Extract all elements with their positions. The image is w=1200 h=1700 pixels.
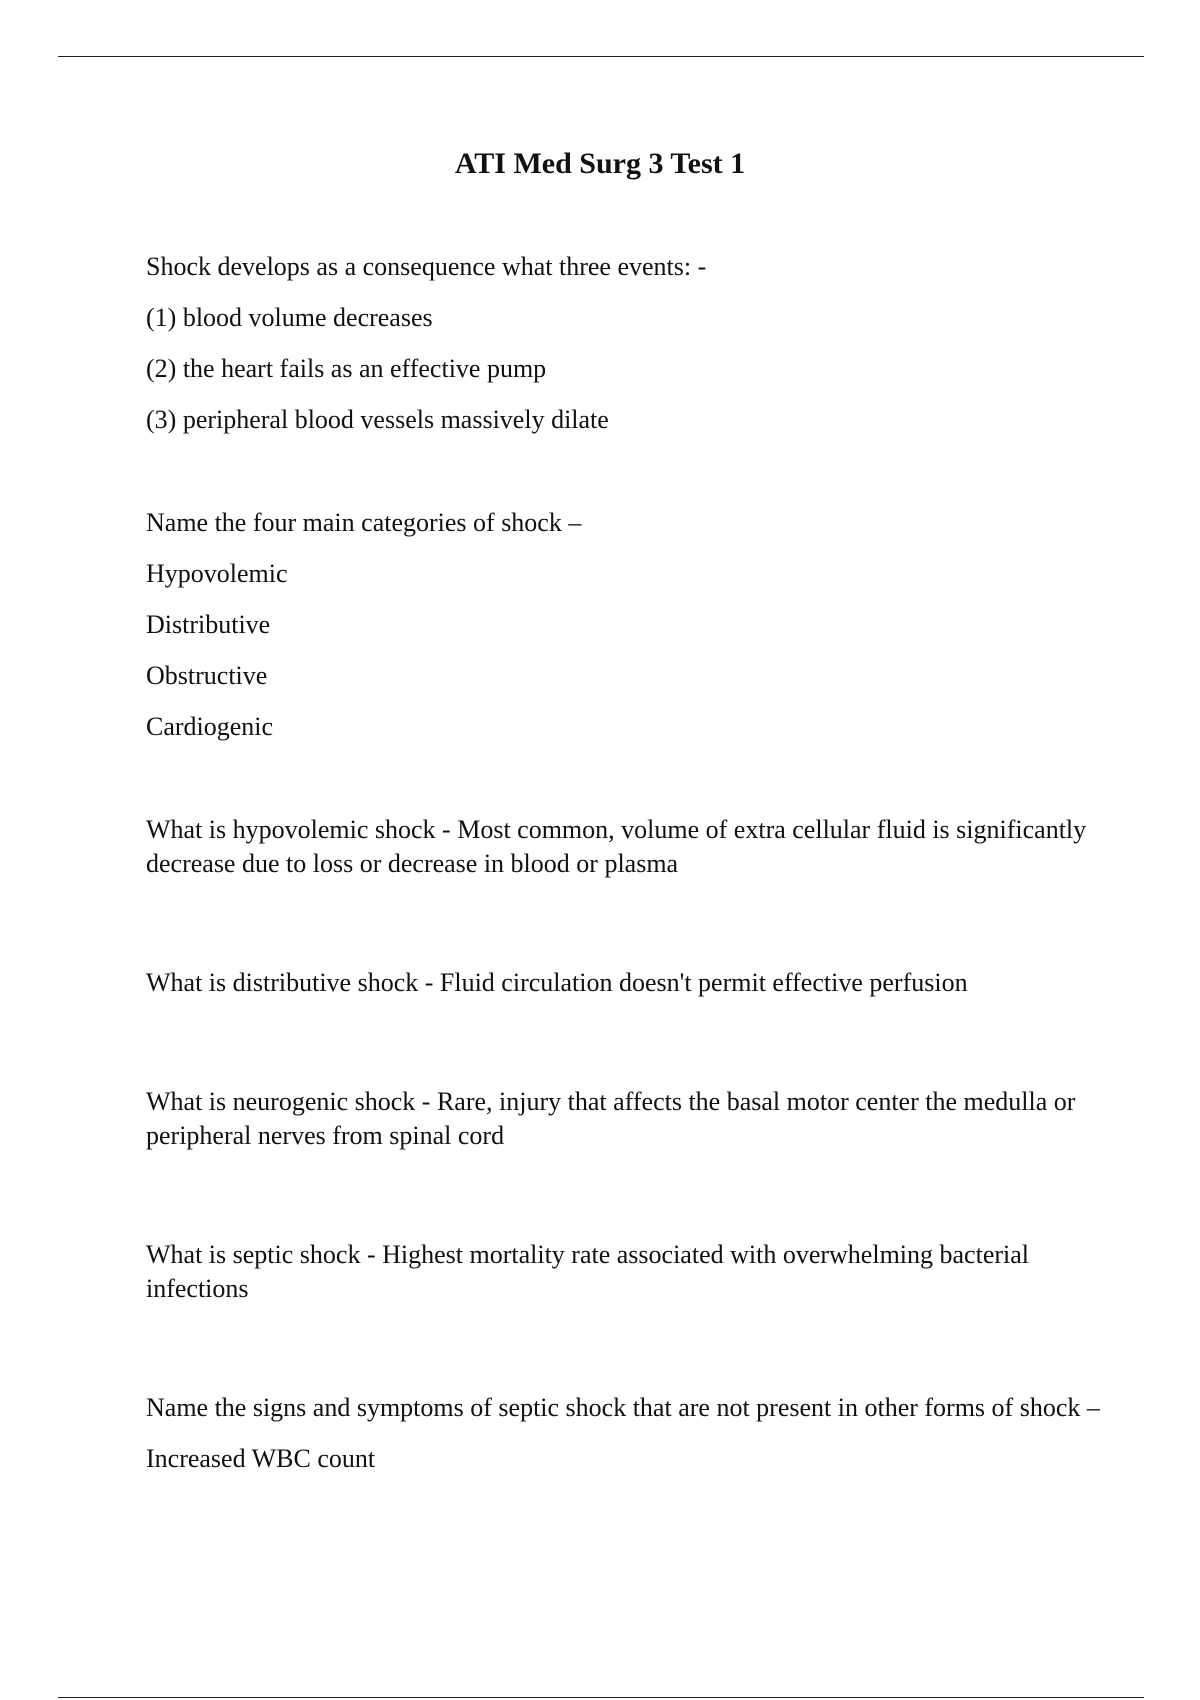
- answer-line: Hypovolemic: [146, 559, 288, 588]
- question-shock-categories: Name the four main categories of shock –: [146, 508, 582, 537]
- document-body: [146, 250, 1106, 1493]
- answer-line: (3) peripheral blood vessels massively dilate: [146, 405, 609, 434]
- top-rule: [58, 56, 1144, 57]
- answer-line: Cardiogenic: [146, 712, 274, 741]
- block-shock-events: [146, 250, 1106, 437]
- block-septic-signs: [146, 1391, 1106, 1476]
- block-neurogenic: [146, 1085, 1106, 1153]
- answer-line: Distributive: [146, 610, 271, 639]
- question-hypovolemic-shock: What is hypovolemic shock - Most common, volume of extra cellular fluid is significantly decrease due to loss or decrease in blood or plasma: [146, 815, 1087, 878]
- spacer: [146, 1170, 1106, 1238]
- spacer: [146, 761, 1106, 813]
- spacer: [146, 1323, 1106, 1391]
- question-septic-shock: What is septic shock - Highest mortality rate associated with overwhelming bacterial infections: [146, 1240, 1030, 1303]
- question-distributive-shock: What is distributive shock - Fluid circulation doesn't permit effective perfusion: [146, 968, 968, 997]
- question-septic-signs: Name the signs and symptoms of septic shock that are not present in other forms of shock –: [146, 1393, 1100, 1422]
- question-shock-events: Shock develops as a consequence what three events: -: [146, 252, 707, 281]
- document-title: ATI Med Surg 3 Test 1: [454, 147, 746, 180]
- block-septic: [146, 1238, 1106, 1306]
- bottom-rule: [58, 1697, 1144, 1698]
- spacer: [146, 1017, 1106, 1085]
- answer-line: Increased WBC count: [146, 1444, 376, 1473]
- answer-line: (2) the heart fails as an effective pump: [146, 354, 547, 383]
- block-hypovolemic: [146, 813, 1106, 881]
- spacer: [146, 898, 1106, 966]
- block-shock-categories: [146, 506, 1106, 744]
- block-distributive: [146, 966, 1106, 1000]
- answer-line: Obstructive: [146, 661, 268, 690]
- question-neurogenic-shock: What is neurogenic shock - Rare, injury that affects the basal motor center the medulla or peripheral nerves from spinal cord: [146, 1087, 1076, 1150]
- answer-line: (1) blood volume decreases: [146, 303, 433, 332]
- spacer: [146, 454, 1106, 506]
